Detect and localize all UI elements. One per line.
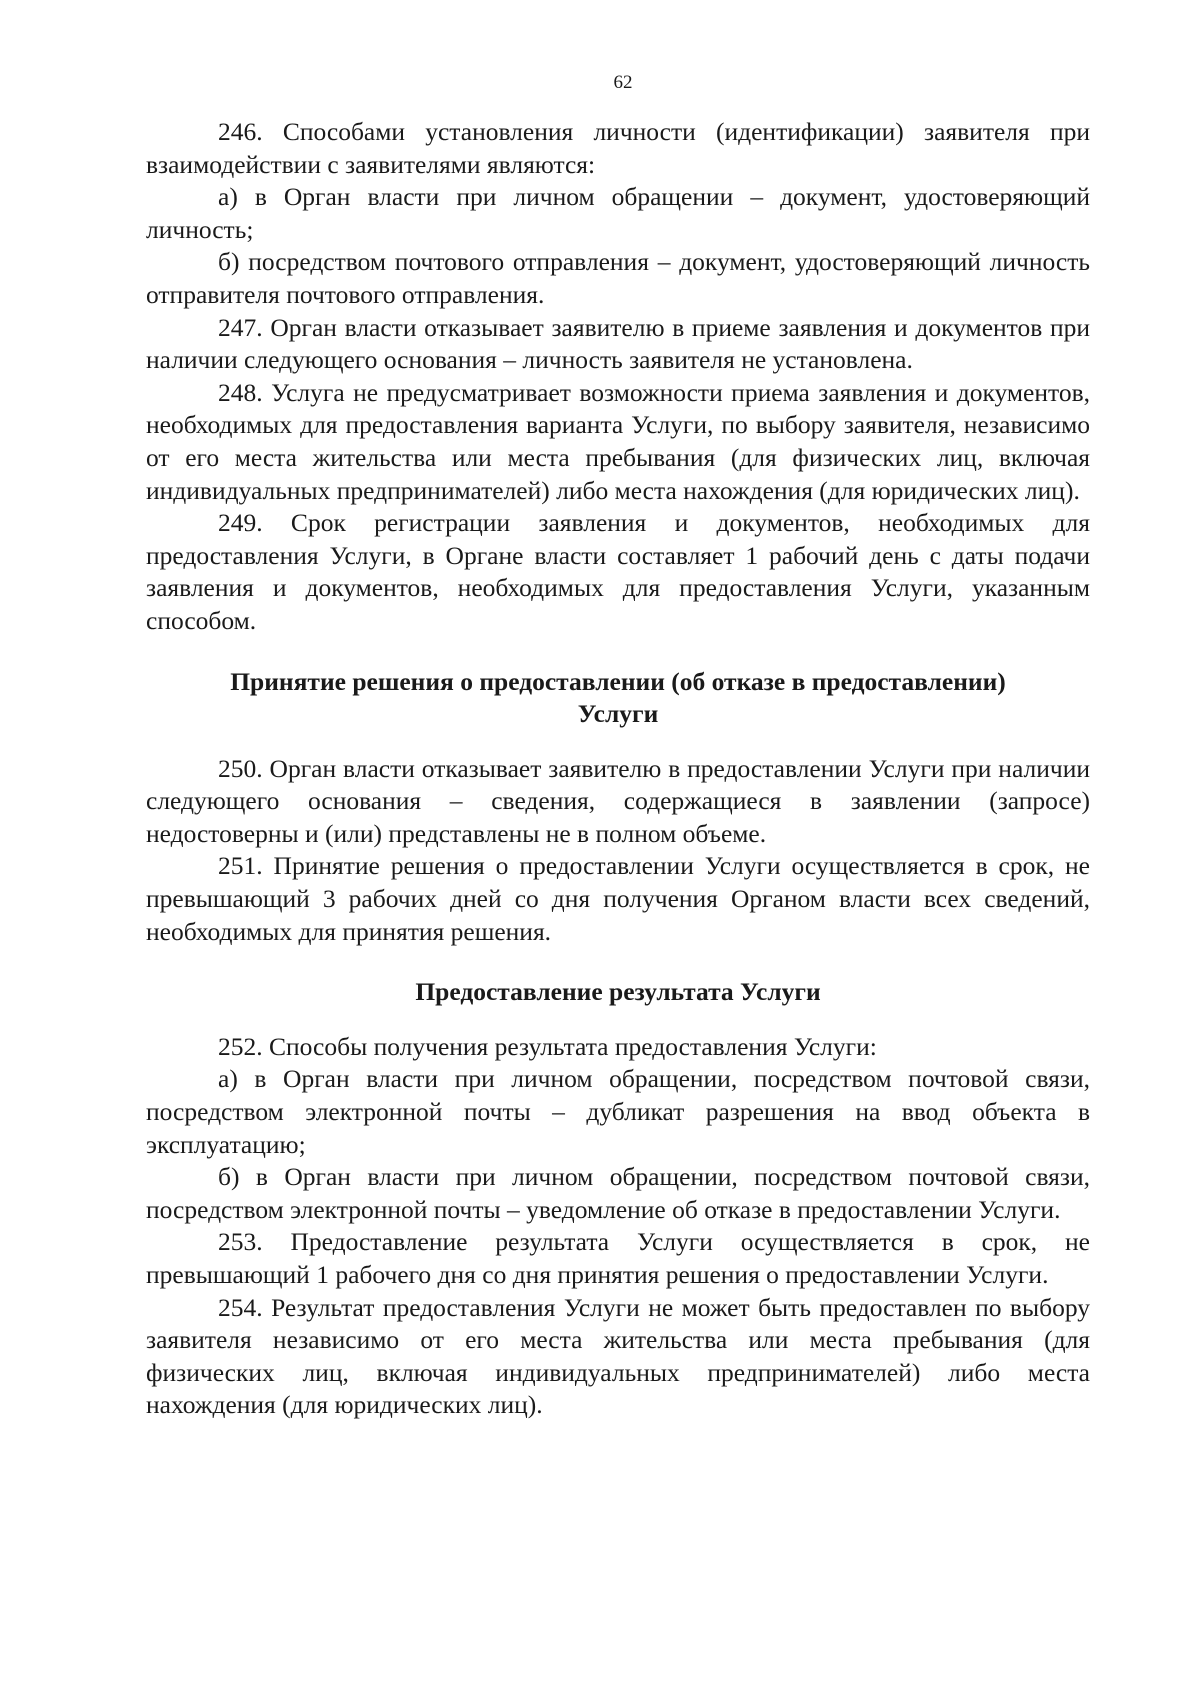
- paragraph-246-b: б) посредством почтового отправления – документ, удостоверяющий личность отправителя почтового отправления.: [146, 247, 1090, 309]
- section-heading-decision-line1: Принятие решения о предоставлении (об отказе в предоставлении): [230, 666, 1006, 696]
- paragraph-249: 249. Срок регистрации заявления и документов, необходимых для предоставления Услуги, в Органе власти составляет 1 рабочий день с даты подачи заявления и документов, необходимых для предоставления Услуги, указанным способом.: [146, 508, 1090, 635]
- paragraph-252-b: б) в Орган власти при личном обращении, посредством почтовой связи, посредством электронной почты – уведомление об отказе в предоставлении Услуги.: [146, 1162, 1090, 1224]
- section-heading-result: Предоставление результата Услуги: [415, 977, 821, 1007]
- paragraph-246-a: а) в Орган власти при личном обращении – документ, удостоверяющий личность;: [146, 182, 1090, 244]
- paragraph-250: 250. Орган власти отказывает заявителю в предоставлении Услуги при наличии следующего основания – сведения, содержащиеся в заявлении (запросе) недостоверны и (или) представлены не в полном объеме.: [146, 753, 1090, 848]
- paragraph-254: 254. Результат предоставления Услуги не может быть предоставлен по выбору заявителя независимо от его места жительства или места пребывания (для физических лиц, включая индивидуальных предпринимателей) либо места нахождения (для юридических лиц).: [146, 1292, 1090, 1420]
- paragraph-252-a: а) в Орган власти при личном обращении, посредством почтовой связи, посредством электронной почты – дубликат разрешения на ввод объекта в эксплуатацию;: [146, 1064, 1090, 1159]
- section-heading-decision: [146, 666, 1090, 731]
- paragraph-251: 251. Принятие решения о предоставлении Услуги осуществляется в срок, не превышающий 3 рабочих дней со дня получения Органом власти всех сведений, необходимых для принятия решения.: [146, 851, 1090, 946]
- paragraph-252: 252. Способы получения результата предоставления Услуги:: [218, 1031, 877, 1061]
- section-heading-decision-line2: Услуги: [577, 699, 659, 729]
- page-number: 62: [613, 72, 633, 93]
- paragraph-253: 253. Предоставление результата Услуги осуществляется в срок, не превышающий 1 рабочего дня со дня принятия решения о предоставлении Услуги.: [146, 1227, 1090, 1289]
- paragraph-247: 247. Орган власти отказывает заявителю в приеме заявления и документов при наличии следующего основания – личность заявителя не установлена.: [146, 312, 1090, 375]
- paragraph-248: 248. Услуга не предусматривает возможности приема заявления и документов, необходимых для предоставления варианта Услуги, по выбору заявителя, независимо от его места жительства или места пребывания (для физических лиц, включая индивидуальных предпринимателей) либо места нахождения (для юридических лиц).: [146, 377, 1090, 505]
- paragraph-246: 246. Способами установления личности (идентификации) заявителя при взаимодействии с заявителями являются:: [146, 117, 1090, 179]
